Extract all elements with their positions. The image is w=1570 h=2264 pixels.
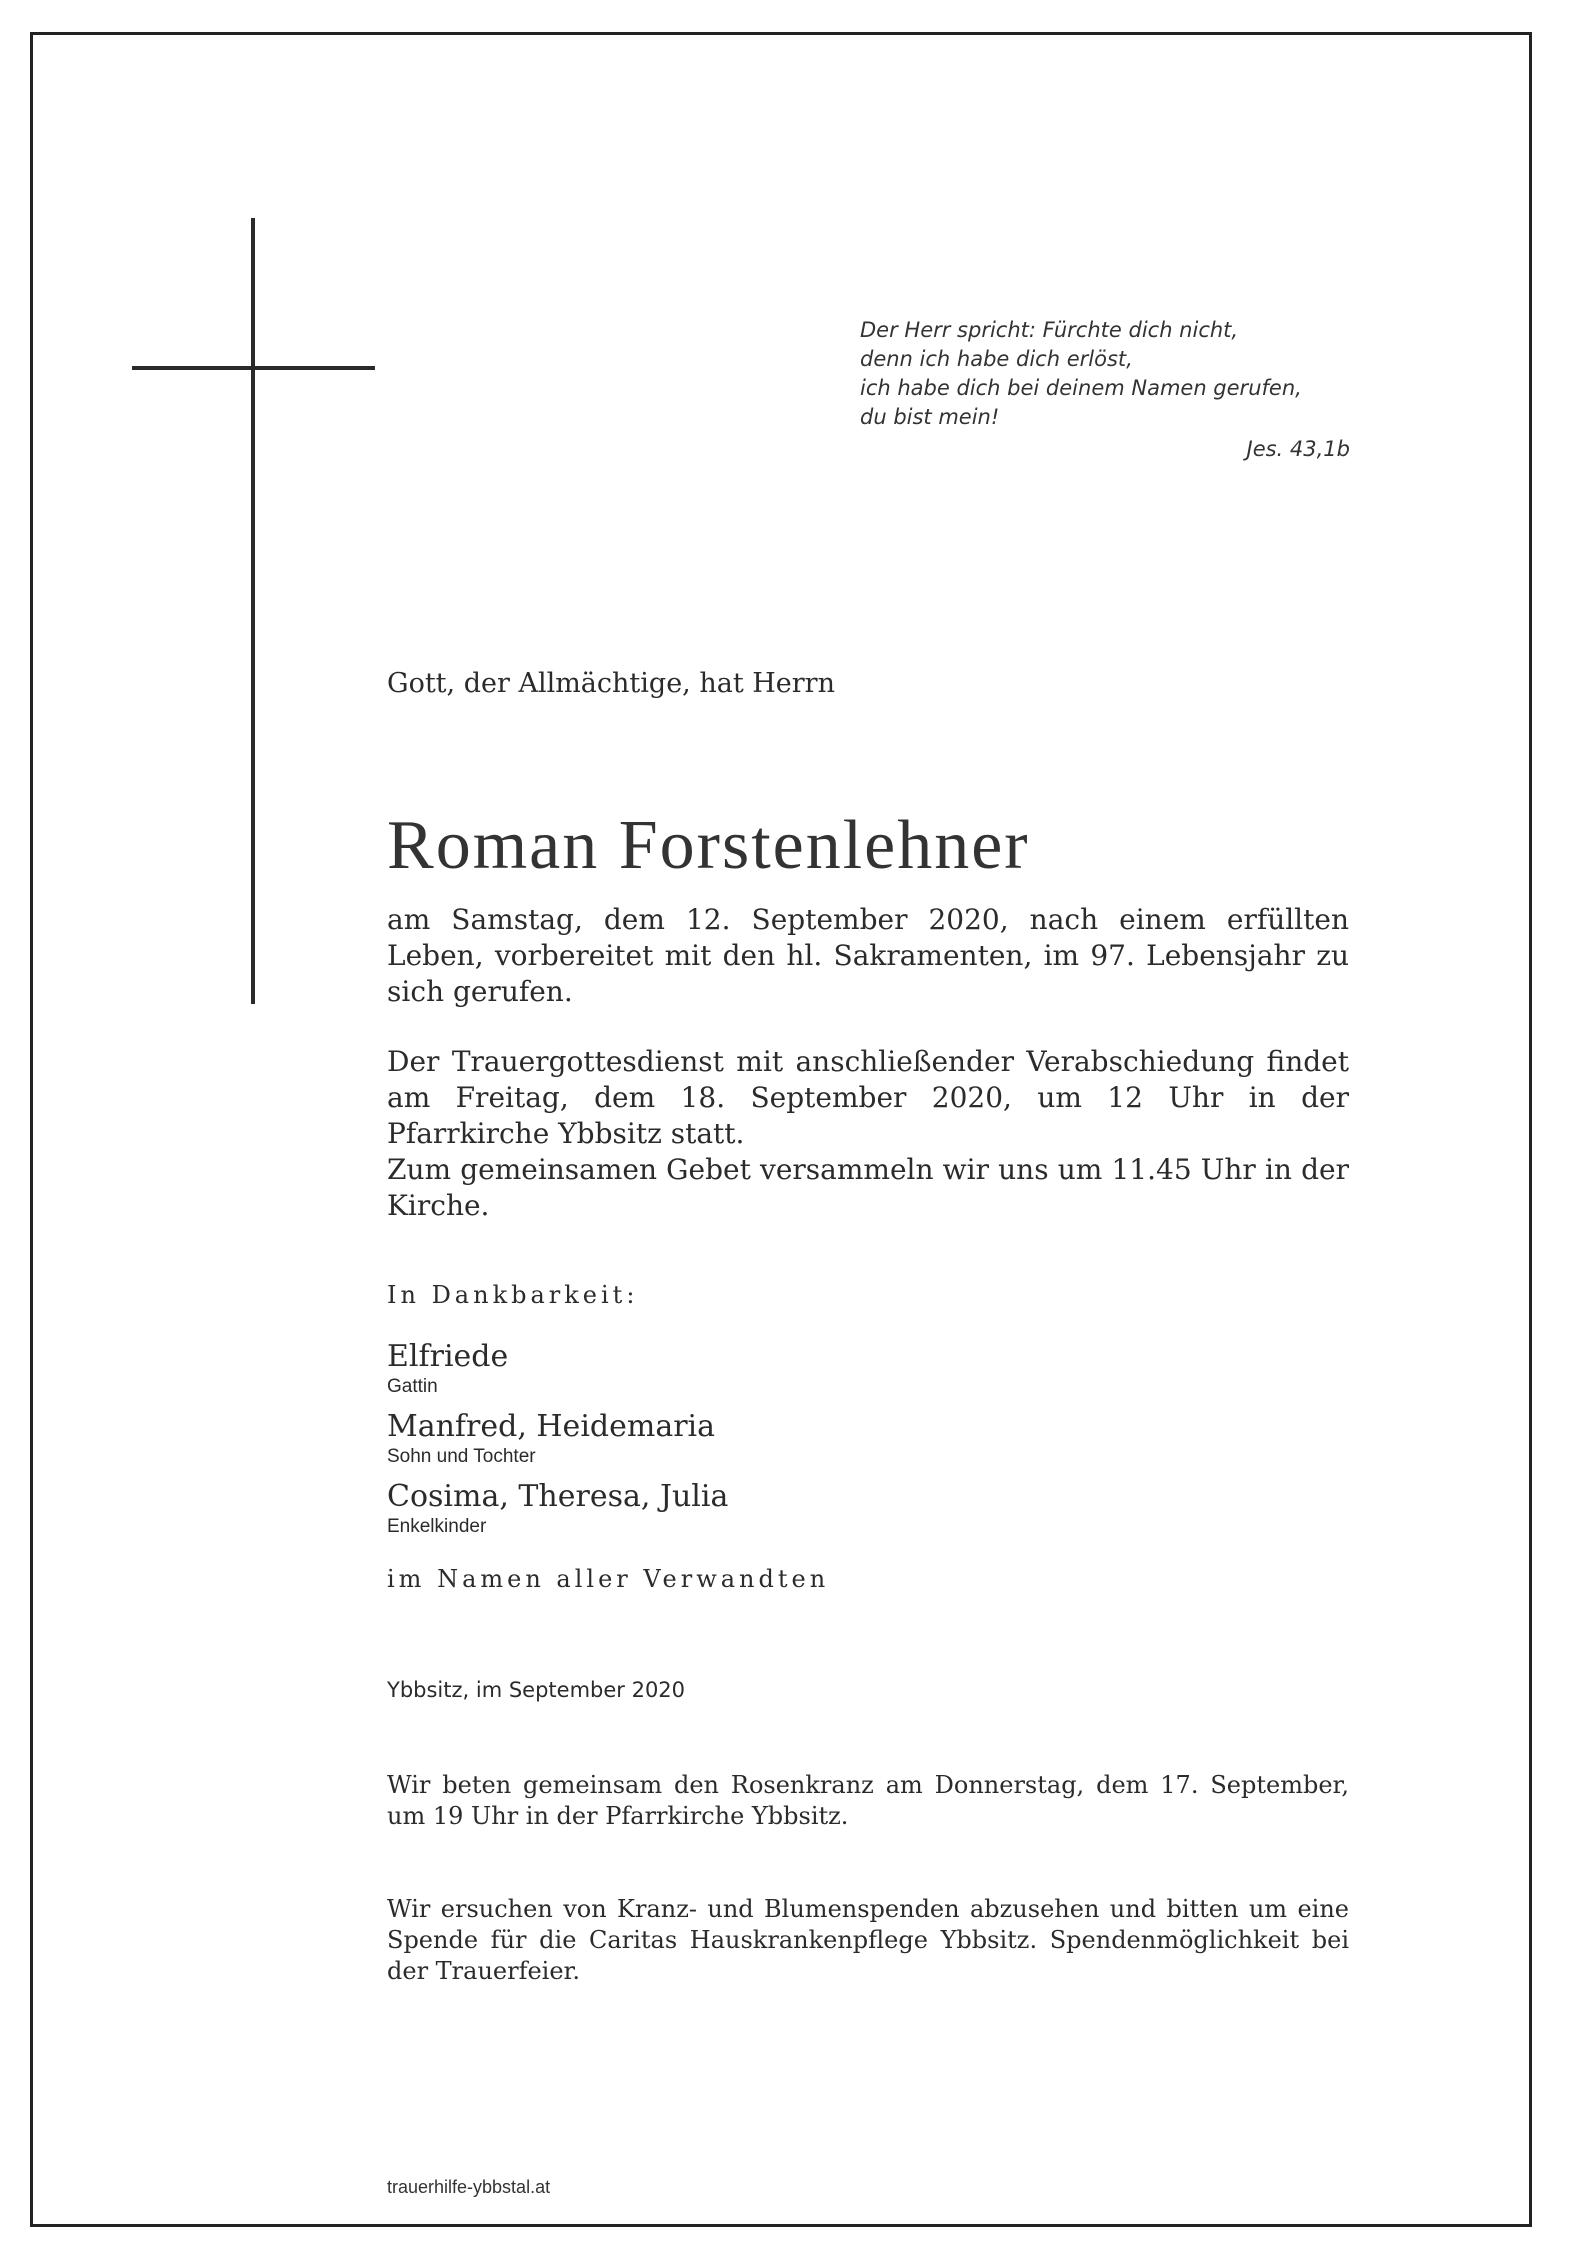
death-paragraph: am Samstag, dem 12. September 2020, nach einem erfüllten Leben, vorbereitet mit den hl. Sakramenten, im 97. Lebensjahr zu sich gerufen.	[387, 903, 1349, 1008]
member-role: Enkelkinder	[387, 1516, 487, 1537]
family-member	[387, 1408, 1349, 1468]
verse-reference: Jes. 43,1b	[1246, 437, 1350, 461]
notice-body	[387, 666, 1349, 1987]
verse-line: ich habe dich bei deinem Namen gerufen,	[860, 376, 1302, 400]
member-name: Cosima, Theresa, Julia	[387, 1479, 729, 1514]
donation-notice: Wir ersuchen von Kranz- und Blumenspenden abzusehen und bitten um eine Spende für die Caritas Hauskrankenpflege Ybbsitz. Spendenmöglichkeit bei der Trauerfeier.	[387, 1895, 1349, 1985]
cross-icon	[251, 218, 255, 1004]
place-date: Ybbsitz, im September 2020	[387, 1678, 686, 1702]
verse-line: du bist mein!	[860, 405, 1000, 429]
intro-text: Gott, der Allmächtige, hat Herrn	[387, 668, 835, 699]
member-role: Gattin	[387, 1376, 438, 1397]
member-role: Sohn und Tochter	[387, 1446, 536, 1467]
member-name: Elfriede	[387, 1339, 509, 1374]
thanks-heading: In Dankbarkeit:	[387, 1281, 639, 1309]
footer-website[interactable]: trauerhilfe-ybbstal.at	[387, 2177, 551, 2197]
service-paragraph: Der Trauergottesdienst mit anschließender Verabschiedung findet am Freitag, dem 18. September 2020, um 12 Uhr in der Pfarrkirche Ybbsitz statt.	[387, 1045, 1349, 1150]
verse-line: Der Herr spricht: Fürchte dich nicht,	[860, 318, 1239, 342]
cross-icon-crossbar	[132, 366, 375, 370]
family-member	[387, 1338, 1349, 1398]
prayer-paragraph: Zum gemeinsamen Gebet versammeln wir uns um 11.45 Uhr in der Kirche.	[387, 1153, 1349, 1222]
family-member	[387, 1478, 1349, 1538]
family-list	[387, 1338, 1349, 1538]
verse-line: denn ich habe dich erlöst,	[860, 347, 1133, 371]
relatives-line: im Namen aller Verwandten	[387, 1565, 830, 1593]
bible-verse	[860, 316, 1360, 464]
rosary-notice: Wir beten gemeinsam den Rosenkranz am Donnerstag, dem 17. September, um 19 Uhr in der Pfarrkirche Ybbsitz.	[387, 1771, 1349, 1830]
deceased-name: Roman Forstenlehner	[387, 807, 1030, 884]
member-name: Manfred, Heidemaria	[387, 1409, 716, 1444]
